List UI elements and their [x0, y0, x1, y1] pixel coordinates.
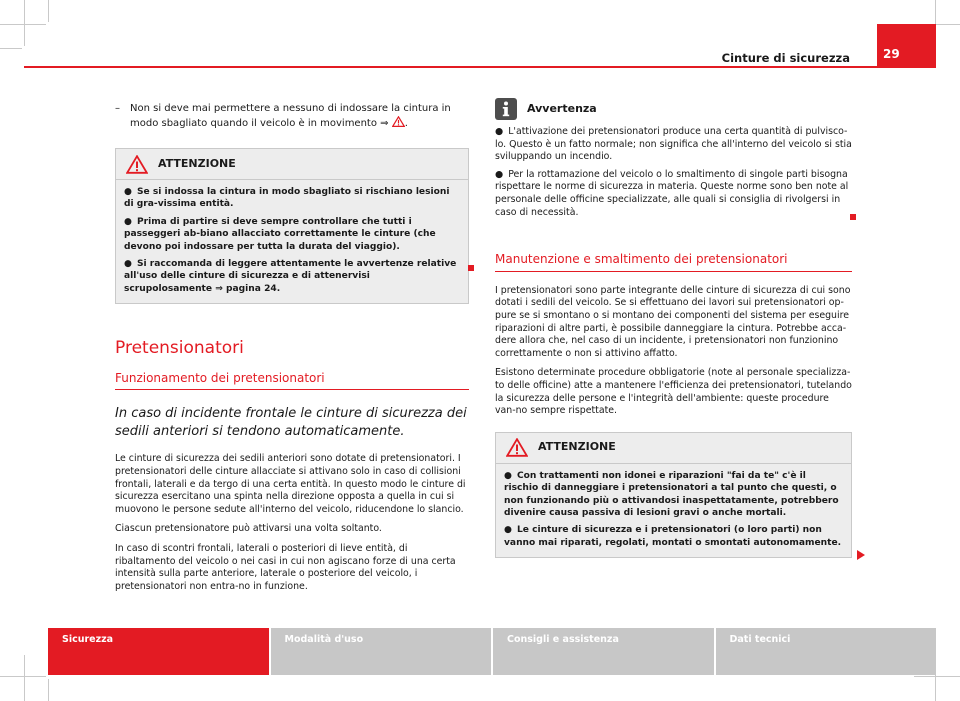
crop-mark	[48, 679, 49, 701]
left-column	[115, 102, 469, 600]
page-number: 29	[877, 24, 936, 68]
note-item: ● L'attivazione dei pretensionatori produce una certa quantità di pulvisco-lo. Questo è un fatto normale; non significa che all'interno del veicolo si stia sviluppando un incendio.	[495, 126, 852, 163]
warning-triangle-icon	[506, 438, 528, 457]
warning-item: ● Le cinture di sicurezza e i pretensionatori (o loro parti) non vanno mai riparati, regolati, montati o smontati autonomamente.	[504, 525, 842, 548]
crop-mark	[914, 676, 960, 677]
warning-box	[115, 148, 469, 304]
section-end-marker	[850, 214, 856, 220]
warning-item: ● Con trattamenti non idonei e riparazioni "fai da te" c'è il rischio di danneggiare i pretensionatori a tal punto che questi, o non funzionando più o attivandosi inaspettatamente, potrebbero divenire causa passiva di lesioni gravi o anche mortali.	[504, 470, 839, 518]
warning-triangle-icon	[126, 155, 148, 174]
subsection-title: Funzionamento dei pretensionatori	[115, 372, 469, 391]
continue-arrow-icon	[857, 550, 865, 560]
running-header: Cinture di sicurezza	[721, 51, 850, 65]
crop-mark	[0, 676, 46, 677]
section-title: Pretensionatori	[115, 338, 244, 359]
note-header	[495, 98, 852, 120]
section-end-marker	[468, 265, 474, 271]
chapter-tabs	[48, 628, 936, 675]
body-paragraph: Le cinture di sicurezza dei sedili anteriori sono dotate di pretensionatori. I pretensionatori delle cinture allacciate si attivano solo in caso di collisioni frontali, laterali e da tergo di una certa entità. In questo modo le cinture di sicurezza esercitano una spinta nella direzione opposta a quella in cui si muovono le persone sedute all'interno del veicolo, riducendone lo slancio.	[115, 453, 466, 515]
body-paragraph: Esistono determinate procedure obbligatorie (note al personale specializza-to delle officine) atte a mantenere l'efficienza dei pretensionatori, tutelando la sicurezza delle persone e l'integrità dell'ambiente: queste procedure van-no sempre rispettate.	[495, 367, 852, 417]
warning-title: ATTENZIONE	[538, 440, 616, 454]
subsection-title: Manutenzione e smaltimento dei pretensionatori	[495, 253, 852, 272]
warning-item: ● Si raccomanda di leggere attentamente le avvertenze relative all'uso delle cinture di sicurezza e di attenervisi scrupolosamente ⇒ pagina 24.	[124, 259, 457, 294]
crop-mark	[0, 24, 46, 25]
tab-modalita-duso[interactable]: Modalità d'uso	[271, 628, 492, 675]
body-paragraph: In caso di scontri frontali, laterali o posteriori di lieve entità, di ribaltamento del veicolo o nei casi in cui non agiscano forze di una certa intensità sulla parte anteriore, laterale o posteriore del veicolo, i pretensionatori non entra-no in funzione.	[115, 543, 456, 592]
note-title: Avvertenza	[527, 101, 597, 115]
warning-title: ATTENZIONE	[158, 156, 236, 170]
crop-mark	[24, 655, 25, 701]
warning-item: ● Prima di partire si deve sempre controllare che tutti i passeggeri ab-biano allacciato correttamente le cinture (che devono poi indossare per tutta la durata del viaggio).	[124, 216, 436, 252]
crop-mark	[24, 0, 25, 46]
tab-dati-tecnici[interactable]: Dati tecnici	[716, 628, 937, 675]
dash-list-item: – Non si deve mai permettere a nessuno di indossare la cintura in modo sbagliato quando il veicolo è in movimento ⇒ .	[115, 103, 451, 129]
crop-mark	[0, 48, 22, 49]
body-paragraph: I pretensionatori sono parte integrante delle cinture di sicurezza di cui sono dotati i sedili del veicolo. Se si effettuano dei lavori sui pretensionatori op-pure se si smontano o si montano dei componenti del sistema per eseguire riparazioni di altre parti, è possibile danneggiare la cintura. Potrebbe acca-dere allora che, nel caso di un incidente, i pretensionatori non funzionino correttamente o non si attivino affatto.	[495, 284, 851, 359]
lead-paragraph: In caso di incidente frontale le cinture di sicurezza dei sedili anteriori si tendono automaticamente.	[115, 406, 467, 440]
header-rule	[24, 66, 877, 68]
tab-sicurezza[interactable]: Sicurezza	[48, 628, 269, 675]
warning-box	[495, 432, 852, 558]
right-column	[495, 98, 852, 558]
body-paragraph: Ciascun pretensionatore può attivarsi una volta soltanto.	[115, 523, 382, 535]
crop-mark	[48, 0, 49, 22]
info-icon	[495, 98, 517, 120]
warning-item: ● Se si indossa la cintura in modo sbagliato si rischiano lesioni di gra-vissima entità.	[124, 187, 450, 210]
note-item: ● Per la rottamazione del veicolo o lo smaltimento di singole parti bisogna rispettare le norme di sicurezza in materia. Queste norme sono ben note al personale delle officine specializzate, alle quali si consiglia di rivolgersi in caso di necessità.	[495, 168, 849, 218]
tab-consigli-e-assistenza[interactable]: Consigli e assistenza	[493, 628, 714, 675]
warning-triangle-icon	[392, 116, 405, 127]
